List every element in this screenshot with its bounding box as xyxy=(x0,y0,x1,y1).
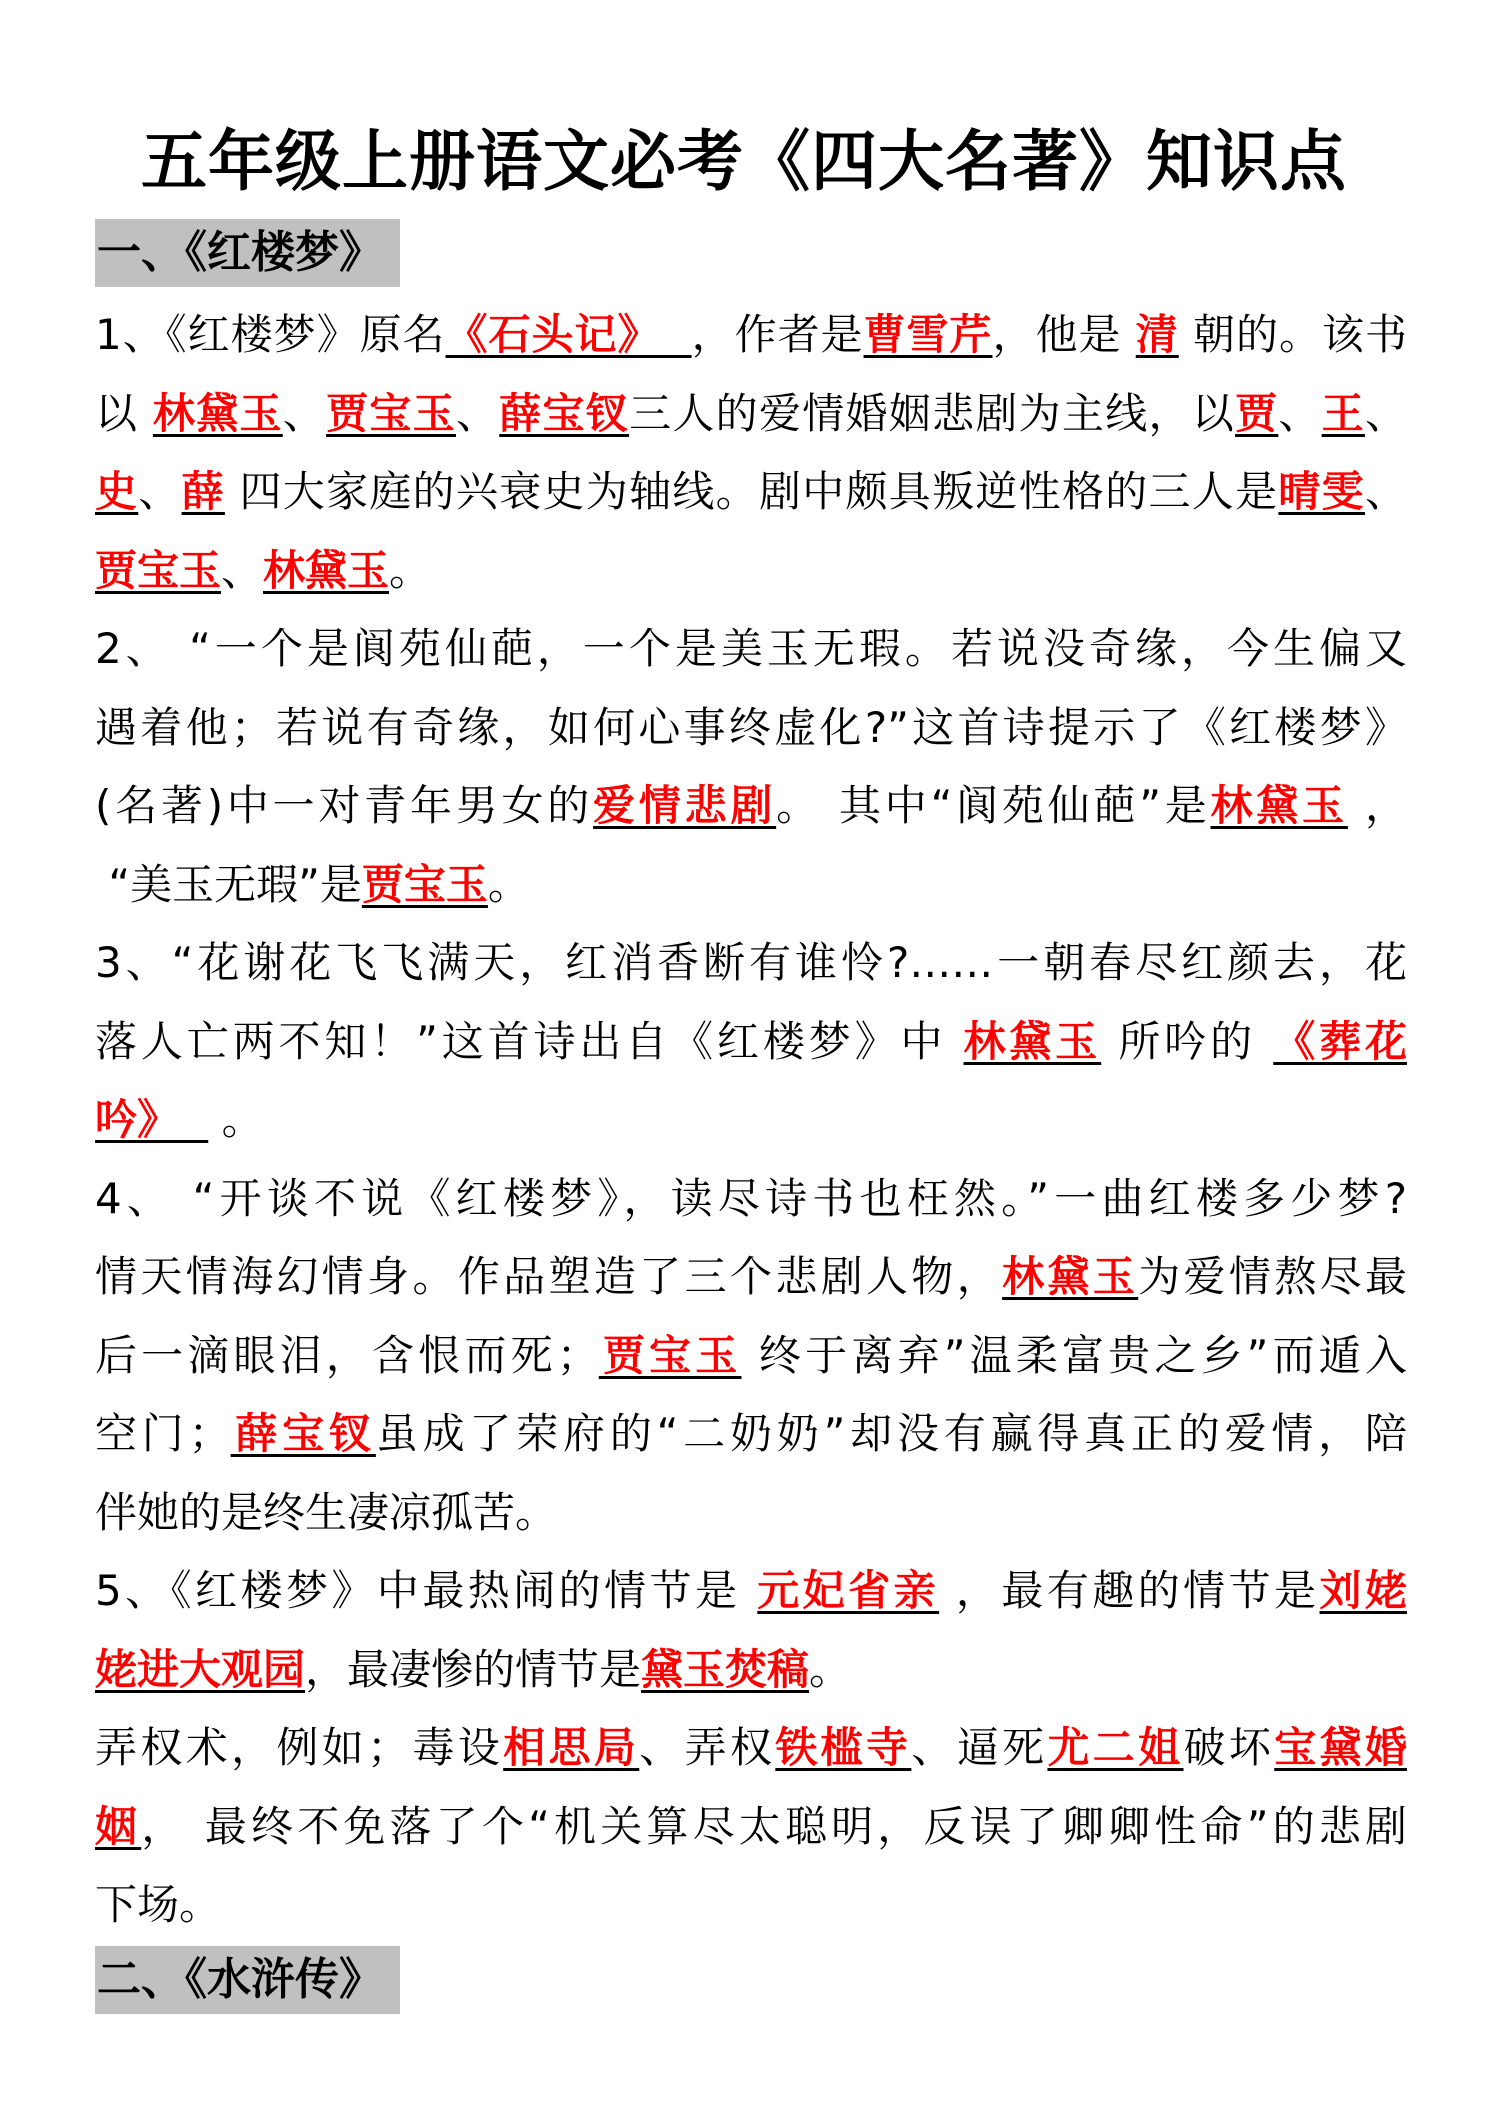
highlighted-answer: 薛宝钗 xyxy=(230,1409,376,1458)
highlighted-answer: 清 xyxy=(1135,310,1179,359)
highlighted-answer: 铁槛寺 xyxy=(775,1723,912,1772)
text-segment: 。 xyxy=(487,859,530,909)
text-line xyxy=(95,689,1407,768)
highlighted-answer: 王 xyxy=(1321,388,1365,438)
highlighted-answer: 相思局 xyxy=(503,1723,640,1772)
highlighted-answer: 元妃省亲 xyxy=(757,1566,940,1615)
text-line xyxy=(95,1395,1407,1474)
text-line xyxy=(95,846,1407,925)
highlighted-answer: 黛玉焚稿 xyxy=(641,1644,810,1694)
highlighted-answer: 林黛玉 xyxy=(263,545,390,595)
highlighted-answer: 贾宝玉 xyxy=(95,545,222,595)
text-line xyxy=(95,1238,1407,1317)
text-segment: ，作者是 xyxy=(691,310,864,359)
highlighted-answer: 姥进大观园 xyxy=(95,1644,306,1694)
text-segment: 3、“花谢花飞飞满天，红消香断有谁怜?……一朝春尽红颜去，花 xyxy=(95,938,1407,987)
text-segment: 破坏 xyxy=(1183,1723,1275,1772)
text-segment: 伴她的是终生凄凉孤苦。 xyxy=(95,1487,558,1537)
text-segment: 、 xyxy=(1364,467,1407,516)
highlighted-answer: 刘姥 xyxy=(1319,1566,1407,1615)
text-line xyxy=(95,1631,1407,1710)
text-line xyxy=(95,1866,1407,1945)
text-segment: 。 xyxy=(208,1095,264,1144)
text-line xyxy=(95,1160,1407,1239)
text-segment: 、 xyxy=(1278,388,1322,438)
paragraph xyxy=(95,924,1407,1160)
text-segment: ， xyxy=(1347,781,1407,830)
text-segment: 以 xyxy=(95,388,153,438)
text-line xyxy=(95,1709,1407,1788)
text-segment: 、 xyxy=(282,388,327,438)
text-segment: 、弄权 xyxy=(639,1723,776,1772)
text-segment: 、 xyxy=(455,388,500,438)
text-segment: 2、 “一个是阆苑仙葩，一个是美玉无瑕。若说没奇缘，今生偏又 xyxy=(95,624,1407,673)
text-segment: 、 xyxy=(221,545,264,595)
text-segment: 弄权术，例如；毒设 xyxy=(95,1723,504,1772)
text-segment: 、逼死 xyxy=(911,1723,1048,1772)
paragraph xyxy=(95,296,1407,610)
text-segment: 落人亡两不知！”这首诗出自《红楼梦》中 xyxy=(95,1016,964,1066)
highlighted-answer: 姻 xyxy=(95,1801,142,1851)
highlighted-answer: 曹雪芹 xyxy=(863,310,993,359)
highlighted-answer: 林黛玉 xyxy=(1002,1252,1139,1301)
text-line xyxy=(95,1552,1407,1631)
text-line xyxy=(95,296,1407,375)
text-segment: (名著)中一对青年男女的 xyxy=(95,781,594,830)
highlighted-answer: 薛宝钗 xyxy=(499,388,630,438)
highlighted-answer: 林黛玉 xyxy=(152,388,283,438)
text-line xyxy=(95,610,1407,689)
highlighted-answer: 《葬花 xyxy=(1273,1016,1407,1066)
text-segment: 5、《红楼梦》中最热闹的情节是 xyxy=(95,1566,758,1615)
highlighted-answer: 林黛玉 xyxy=(963,1016,1102,1066)
text-segment: ，他是 xyxy=(992,310,1136,359)
section-heading-hongloumeng: 一、《红楼梦》 xyxy=(95,219,400,287)
highlighted-answer: 吟》 xyxy=(95,1095,209,1144)
text-segment: 三人的爱情婚姻悲剧为主线，以 xyxy=(629,388,1236,438)
text-segment: 四大家庭的兴衰史为轴线。剧中颇具叛逆性格的三人是 xyxy=(224,467,1279,516)
text-line xyxy=(95,767,1407,846)
text-line xyxy=(95,924,1407,1003)
text-segment: 下场。 xyxy=(95,1880,222,1929)
highlighted-answer: 贾宝玉 xyxy=(326,388,456,438)
text-line xyxy=(95,1003,1407,1082)
text-segment: 后一滴眼泪，含恨而死； xyxy=(95,1330,599,1380)
highlighted-answer: 尤二姐 xyxy=(1047,1723,1184,1772)
text-segment: 、 xyxy=(138,467,182,516)
text-line xyxy=(95,1317,1407,1396)
text-segment: ，最有趣的情节是 xyxy=(939,1566,1320,1615)
text-segment: 终于离弃”温柔富贵之乡”而遁入 xyxy=(741,1330,1407,1380)
section-heading-shuihuzhuan: 二、《水浒传》 xyxy=(95,1946,400,2014)
highlighted-answer: 晴雯 xyxy=(1278,467,1365,516)
text-line xyxy=(95,375,1407,454)
highlighted-answer: 史 xyxy=(95,467,139,516)
text-line xyxy=(95,532,1407,611)
text-line xyxy=(95,1788,1407,1867)
paragraph xyxy=(95,1709,1407,1945)
text-segment: 4、 “开谈不说《红楼梦》，读尽诗书也枉然。”一曲红楼多少梦? xyxy=(95,1173,1407,1223)
text-segment: 。 其中“阆苑仙葩”是 xyxy=(776,781,1211,830)
text-segment: 朝的。该书 xyxy=(1178,310,1407,359)
text-segment: 空门； xyxy=(95,1409,231,1458)
text-segment: ， 最终不免落了个“机关算尽太聪明，反误了卿卿性命”的悲剧 xyxy=(141,1801,1407,1851)
highlighted-answer: 爱情悲剧 xyxy=(593,781,777,830)
text-segment: 。 xyxy=(809,1644,852,1694)
text-segment: 情天情海幻情身。作品塑造了三个悲剧人物， xyxy=(95,1252,1003,1301)
text-segment: 1、《红楼梦》原名 xyxy=(95,310,446,359)
text-segment: 遇着他；若说有奇缘，如何心事终虚化?”这首诗提示了《红楼梦》 xyxy=(95,702,1407,752)
text-segment: ，最凄惨的情节是 xyxy=(305,1644,642,1694)
text-segment: “美玉无瑕”是 xyxy=(95,859,362,909)
highlighted-answer: 贾 xyxy=(1235,388,1279,438)
section-body xyxy=(95,296,1407,1945)
highlighted-answer: 宝黛婚 xyxy=(1274,1723,1407,1772)
page-title: 五年级上册语文必考《四大名著》知识点 xyxy=(141,123,1347,200)
highlighted-answer: 薛 xyxy=(181,467,225,516)
text-line xyxy=(95,1081,1407,1160)
text-line xyxy=(95,1474,1407,1553)
text-segment: 为爱情熬尽最 xyxy=(1138,1252,1407,1301)
text-segment: 。 xyxy=(389,545,432,595)
highlighted-answer: 贾宝玉 xyxy=(598,1330,742,1380)
document-page xyxy=(95,117,1407,2014)
paragraph xyxy=(95,1160,1407,1553)
text-segment: 、 xyxy=(1364,388,1407,438)
highlighted-answer: 《石头记》 xyxy=(445,310,692,359)
paragraph xyxy=(95,610,1407,924)
highlighted-answer: 林黛玉 xyxy=(1210,781,1348,830)
text-segment: 虽成了荣府的“二奶奶”却没有赢得真正的爱情，陪 xyxy=(375,1409,1407,1458)
text-line xyxy=(95,453,1407,532)
text-segment: 所吟的 xyxy=(1101,1016,1274,1066)
paragraph xyxy=(95,1552,1407,1709)
highlighted-answer: 贾宝玉 xyxy=(361,859,488,909)
